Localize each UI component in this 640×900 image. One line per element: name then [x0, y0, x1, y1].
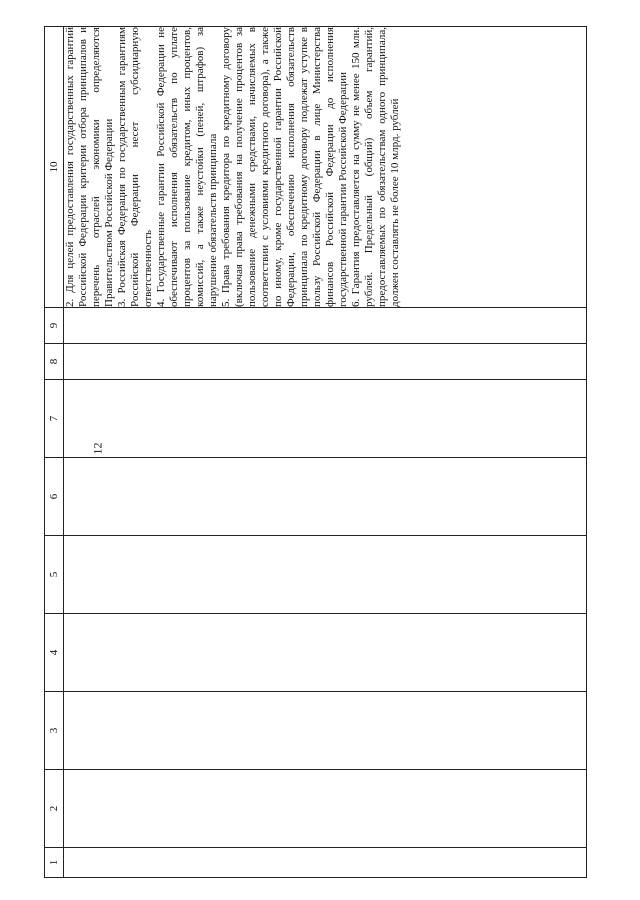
condition-paragraph: 4. Государственные гарантии Российской Федерации не обеспечивают исполнения обязательств по уплате процентов за пользование кредитом, иных процентов, комиссий, а также неустойки (пеней, штрафов) за нарушение обязательств принципала — [155, 27, 219, 307]
column-number: 7 — [45, 380, 64, 458]
column-number: 3 — [45, 692, 64, 770]
condition-paragraph: 2. Для целей предоставления государственных гарантий Российской Федерации критерии отбора принципалов и перечень отраслей экономики определяются Правительством Российской Федерации — [64, 27, 115, 307]
rotated-table-area — [44, 27, 587, 878]
conditions-cell — [64, 27, 587, 308]
condition-paragraph: 3. Российская Федерация по государственным гарантиям Российской Федерации несет субсидиарную ответственность — [116, 27, 154, 307]
column-number: 5 — [45, 536, 64, 614]
column-number: 9 — [45, 308, 64, 344]
guarantee-table — [44, 26, 587, 878]
table-cell-empty — [64, 614, 587, 692]
table-cell-empty — [64, 344, 587, 380]
table-cell-empty — [64, 458, 587, 536]
column-number: 1 — [45, 848, 64, 878]
condition-paragraph: 6. Гарантия предоставляется на сумму не менее 150 млн. рублей. Предельный (общий) объем гарантий, предоставляемых по обязательствам одного принципала, должен составлять не более 10 млрд. рублей — [350, 27, 401, 307]
column-number: 10 — [45, 27, 64, 308]
column-number: 4 — [45, 614, 64, 692]
column-number: 6 — [45, 458, 64, 536]
table-cell-empty — [64, 770, 587, 848]
table-cell-empty — [64, 848, 587, 878]
page-number: 12 — [90, 442, 105, 455]
table-cell-empty — [64, 308, 587, 344]
table-row — [64, 27, 587, 878]
rotated-table-frame — [44, 27, 587, 878]
table-cell-empty — [64, 692, 587, 770]
table-cell-empty — [64, 536, 587, 614]
table-cell-empty — [64, 380, 587, 458]
column-number-row — [45, 27, 64, 878]
condition-paragraph: 5. Права требования кредитора по кредитному договору (включая права требования на получение процентов за пользование денежными средствами, начисляемых в соответствии с условиями кредитного договора), а также по иному, кроме государственной гарантии Российской Федерации, обеспечению исполнения обязательств принципала по кредитному договору подлежат уступке в пользу Российской Федерации в лице Министерства финансов Российской Федерации до исполнения государственной гарантии Российской Федерации — [220, 27, 349, 307]
column-number: 2 — [45, 770, 64, 848]
column-number: 8 — [45, 344, 64, 380]
